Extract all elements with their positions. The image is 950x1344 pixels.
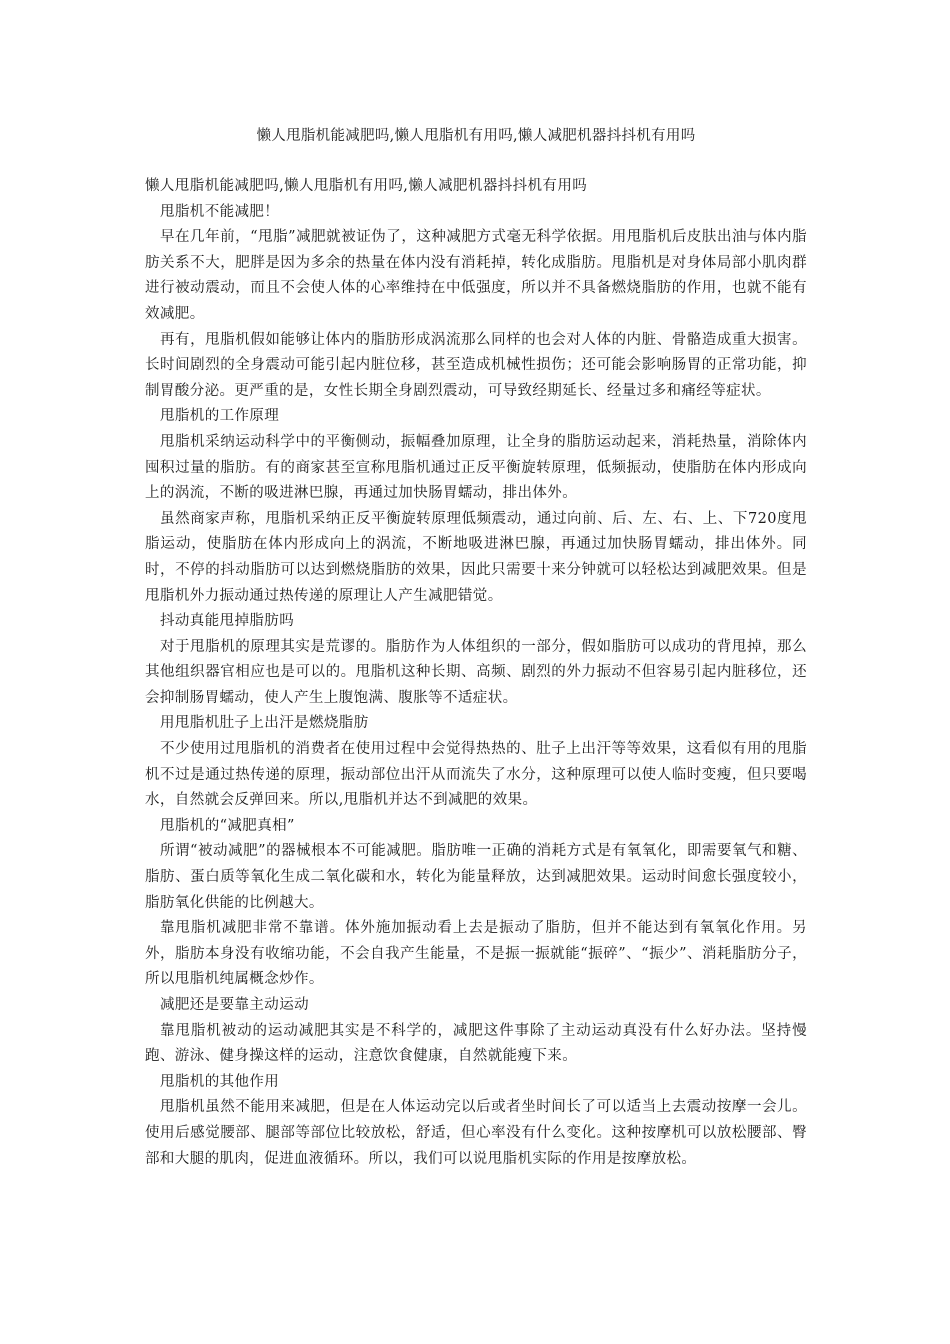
section-heading: 抖动真能甩掉脂肪吗 (160, 613, 295, 630)
section-heading: 甩脂机的其他作用 (160, 1073, 280, 1090)
body-paragraph: 对于甩脂机的原理其实是荒谬的。脂肪作为人体组织的一部分，假如脂肪可以成功的背甩掉，那么其他组织器官相应也是可以的。甩脂机这种长期、高频、剧烈的外力振动不但容易引起内脏移位，还会抑制肠胃蠕动，使人产生上腹饱满、腹胀等不适症状。 (145, 638, 807, 706)
section-heading: 甩脂机不能减肥！ (160, 203, 280, 220)
section-heading: 甩脂机的“减肥真相” (160, 817, 295, 834)
section-heading: 减肥还是要靠主动运动 (160, 997, 309, 1013)
document-body (145, 174, 807, 1172)
section-heading: 用甩脂机肚子上出汗是燃烧脂肪 (160, 715, 369, 732)
body-paragraph: 早在几年前，“甩脂”减肥就被证伪了，这种减肥方式毫无科学依据。用甩脂机后皮肤出油与体内脂肪关系不大，肥胖是因为多余的热量在体内没有消耗掉，转化成脂肪。甩脂机是对身体局部小肌肉群进行被动震动，而且不会使人体的心率维持在中低强度，所以并不具备燃烧脂肪的作用，也就不能有效减肥。 (145, 229, 807, 322)
body-paragraph: 虽然商家声称，甩脂机采纳正反平衡旋转原理低频震动，通过向前、后、左、右、上、下720度甩脂运动，使脂肪在体内形成向上的涡流，不断地吸进淋巴腺，再通过加快肠胃蠕动，排出体外。同时，不停的抖动脂肪可以达到燃烧脂肪的效果，因此只需要十来分钟就可以轻松达到减肥效果。但是甩脂机外力振动通过热传递的原理让人产生减肥错觉。 (145, 510, 807, 604)
body-paragraph: 再有，甩脂机假如能够让体内的脂肪形成涡流那么同样的也会对人体的内脏、骨骼造成重大损害。长时间剧烈的全身震动可能引起内脏位移，甚至造成机械性损伤；还可能会影响肠胃的正常功能，抑制胃酸分泌。更严重的是，女性长期全身剧烈震动，可导致经期延长、经量过多和痛经等症状。 (145, 331, 807, 399)
body-paragraph: 靠甩脂机被动的运动减肥其实是不科学的，减肥这件事除了主动运动真没有什么好办法。坚持慢跑、游泳、健身操这样的运动，注意饮食健康，自然就能瘦下来。 (145, 1022, 807, 1065)
document-subtitle: 懒人甩脂机能减肥吗,懒人甩脂机有用吗,懒人减肥机器抖抖机有用吗 (145, 178, 588, 194)
body-paragraph: 靠甩脂机减肥非常不靠谱。体外施加振动看上去是振动了脂肪，但并不能达到有氧氧化作用。另外，脂肪本身没有收缩功能，不会自我产生能量，不是振一振就能“振碎”、“振少”、消耗脂肪分子，所以甩脂机纯属概念炒作。 (145, 920, 807, 988)
document-title: 懒人甩脂机能减肥吗,懒人甩脂机有用吗,懒人减肥机器抖抖机有用吗 (256, 128, 696, 144)
section-heading: 甩脂机的工作原理 (160, 408, 280, 425)
body-paragraph: 甩脂机虽然不能用来减肥，但是在人体运动完以后或者坐时间长了可以适当上去震动按摩一会儿。使用后感觉腰部、腿部等部位比较放松，舒适，但心率没有什么变化。这种按摩机可以放松腰部、臀部和大腿的肌肉，促进血液循环。所以，我们可以说甩脂机实际的作用是按摩放松。 (145, 1099, 807, 1167)
body-paragraph: 所谓“被动减肥”的器械根本不可能减肥。脂肪唯一正确的消耗方式是有氧氧化，即需要氧气和糖、脂肪、蛋白质等氧化生成二氧化碳和水，转化为能量释放，达到减肥效果。运动时间愈长强度较小，脂肪氧化供能的比例越大。 (145, 843, 807, 911)
body-paragraph: 甩脂机采纳运动科学中的平衡侧动，振幅叠加原理，让全身的脂肪运动起来，消耗热量，消除体内囤积过量的脂肪。有的商家甚至宣称甩脂机通过正反平衡旋转原理，低频振动，使脂肪在体内形成向上的涡流，不断的吸进淋巴腺，再通过加快肠胃蠕动，排出体外。 (145, 433, 807, 502)
body-paragraph: 不少使用过甩脂机的消费者在使用过程中会觉得热热的、肚子上出汗等等效果，这看似有用的甩脂机不过是通过热传递的原理，振动部位出汗从而流失了水分，这种原理可以使人临时变瘦，但只要喝水，自然就会反弹回来。所以,甩脂机并达不到减肥的效果。 (145, 741, 807, 809)
